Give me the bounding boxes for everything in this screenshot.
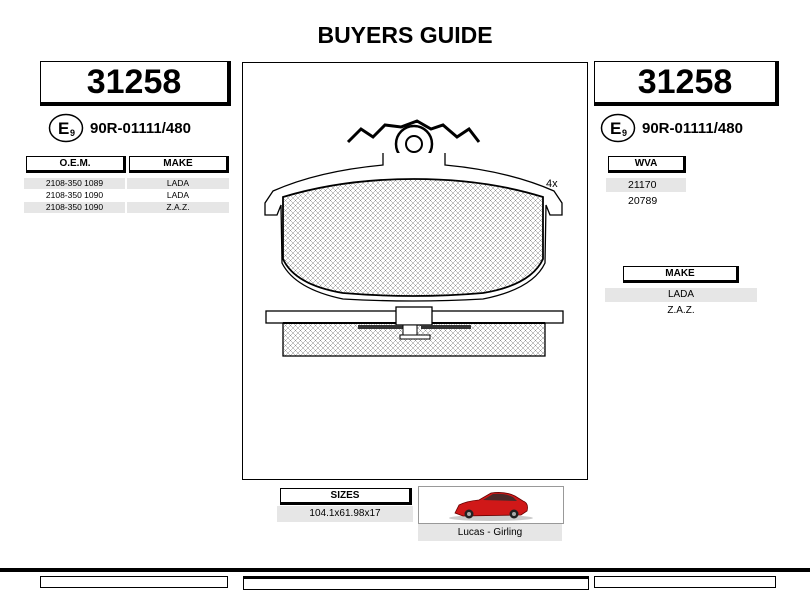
sizes-value: 104.1x61.98x17 <box>277 506 413 522</box>
make-value: LADA <box>605 288 757 302</box>
oem-number-cell: 2108-350 1089 <box>24 178 125 189</box>
ece-number: 9 <box>70 128 76 138</box>
wva-value: 21170 <box>606 178 686 192</box>
drawing-frame <box>242 62 588 480</box>
brake-pad-drawing <box>243 63 587 479</box>
side-view-clip <box>396 307 432 325</box>
ece-approval-left <box>48 113 191 143</box>
oem-make-header: MAKE <box>129 156 229 173</box>
oem-make-cell: LADA <box>166 190 190 200</box>
oem-number-cell: 2108-350 1090 <box>45 190 104 200</box>
oem-make-cell: LADA <box>127 178 229 189</box>
ece-circle-icon <box>600 113 636 143</box>
next-part-box-right <box>594 576 776 588</box>
homologation-code-right: 90R-01111/480 <box>642 119 743 137</box>
make-header: MAKE <box>623 266 739 283</box>
red-sports-car-icon <box>419 487 563 523</box>
friction-material <box>283 179 543 296</box>
homologation-code-left: 90R-01111/480 <box>90 119 191 137</box>
make-value: Z.A.Z. <box>667 305 695 316</box>
quantity-label: 4x <box>546 178 558 190</box>
ece-letter: E <box>58 119 70 138</box>
ece-number: 9 <box>622 128 628 138</box>
ece-circle-icon <box>48 113 84 143</box>
oem-number-cell: 2108-350 1090 <box>24 202 125 213</box>
next-part-box-left <box>40 576 228 588</box>
wva-header: WVA <box>608 156 686 173</box>
section-divider <box>0 568 810 572</box>
system-label: Lucas - Girling <box>418 524 562 541</box>
ece-approval-right <box>600 113 743 143</box>
ece-letter: E <box>610 119 622 138</box>
next-drawing-frame <box>243 576 589 590</box>
page-title: BUYERS GUIDE <box>317 22 493 48</box>
part-number-box-left: 31258 <box>40 61 231 106</box>
wva-value: 20789 <box>628 195 658 207</box>
sizes-header: SIZES <box>280 488 412 505</box>
car-image <box>418 486 564 524</box>
part-number-box-right: 31258 <box>594 61 779 106</box>
oem-make-cell: Z.A.Z. <box>127 202 229 213</box>
oem-header: O.E.M. <box>26 156 126 173</box>
